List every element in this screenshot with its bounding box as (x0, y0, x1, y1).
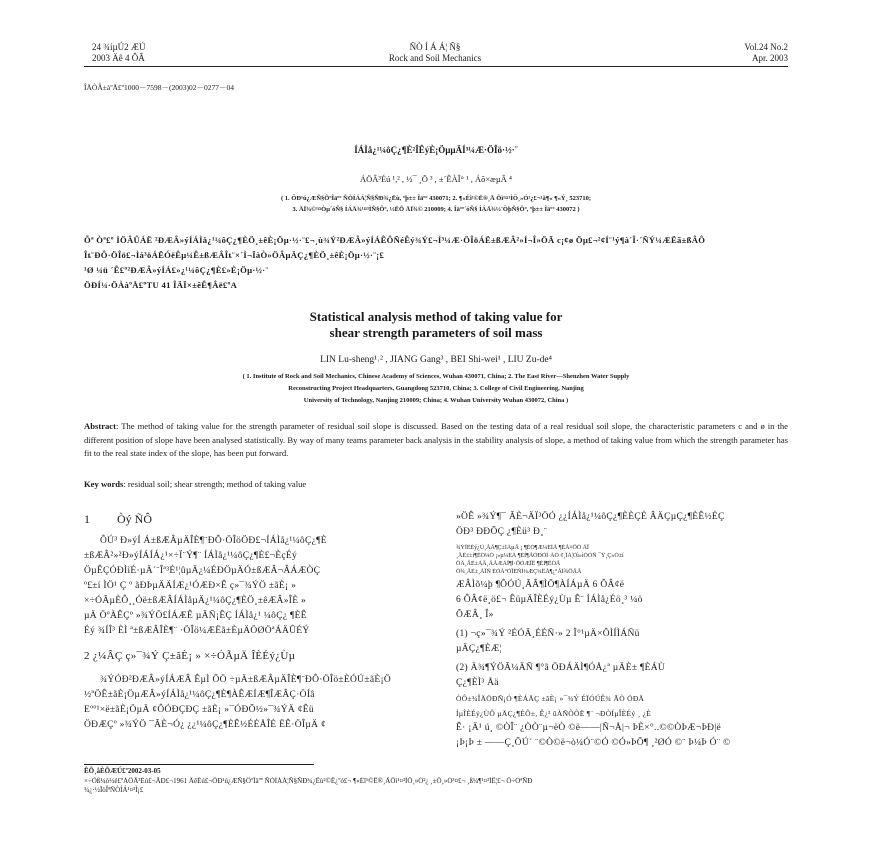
right-column (456, 510, 788, 751)
received-date: ÊÕ¸åÈÕÆÚ£º2002-03-05 (84, 767, 161, 775)
left-column (84, 534, 446, 733)
en-affiliation-2: Reconstructing Project Headquarters, Guangdong 523710, China; 3. College of Civil Engineering, Nanjing (288, 385, 584, 392)
body-line: ÍµÎÈÉý¿ÙÔ µÄÇ¿¶ÈÔ±, Ê¿³ ûÀÑÕÕË ¶¨ ¬ÐÒÍµÎÈÉý ¸ ¿È (456, 709, 652, 718)
small-line: ¸ÄÈ±±í¶ÈÒ¼Ó ¡»µ¼ÉÁ ¶ÈÌ¶ÃÓÐÒÌ·ÁÒ ¢¸ÎÁ¦Òì»ìÒÒÑ ¯Ý¸Ç»Ò±í (456, 553, 624, 559)
abstract-label: Abstract (84, 421, 116, 431)
cn-affiliation-2: 3. ÄÏ¾©¹¤Òµ´óÑ§ ÍÁÄ¾¹¤³ÌÑ§Ôº, ½ËÕ ÄÏ¾© 210009; 4. Îäºº´óÑ§ ÍÁÄ¾½¨ÖþÑ§Ôº, ºþ±± Îäºº 430072 ) (292, 206, 580, 213)
body-line: ×÷ÓÃµÈÔ¸¸Óë±ßÆÂÍÁÌåµÄ¿¹¼ôÇ¿¶ÈÖ¸±êÆÂ»ÎÈ » (84, 596, 307, 606)
header-rule (84, 66, 788, 67)
list-item: (2) Ä¾¶ÝÖÃ¼ÄÑ ¶°ã ÖÐÁÄÌ¶ÓÅ¿ª µÄÈ± ¶ÈÁÙ (456, 663, 666, 673)
header-center (330, 42, 540, 64)
section-1-heading (84, 512, 152, 527)
article-id: ÎÄÕÂ±àºÅ£º1000－7598－(2003)02－0277－04 (84, 83, 235, 92)
small-line: ¾ÝÎÈÉý¿Ù¸ÃÂ¶Ç±ÍÁµÄ ¡ ¶ÈÒ¶Æ¼ÉÍÃ ¶ÈÃ¤ÖÓ ÃÏ (456, 545, 589, 551)
body-line: ÒÔ±¾ÎÄÖÐÑ¡Ó ¶ÈÁÄÇ ±ãÈ¡ »¯¾Ý ÉÏÓÚÊ¾ ÃÒ ÖÐÄ (456, 694, 645, 703)
body-line: ±ßÆÂ²»²Ð»ýÍÁÍÁ¿¹×÷Ï¨Ý¶¨ ÍÁÌå¿¹¼ôÇ¿¶È£¬ÈçÉý (84, 551, 298, 561)
body-line: µÄ ÖºÀÊÇº »¾ÝÖ£ÍÁÆÊ µÃÑ¡ÊÇ ÍÁÌå¿¹ ¼ôÇ¿ ¶ÈÊ (84, 611, 307, 621)
en-affiliation-1: ( 1. Institute of Rock and Soil Mechanics, Chinese Academy of Sciences, Wuhan 430071, China; 2. The East River—Shenzhen Water Supply (242, 373, 630, 380)
author-bio: ×÷Õß¼ò½é£ºÁÖÂ³Éú£¬ÄÐ£¬1961 ÄêÉú£¬ÖÐ¹ú¿ÆÑ§ÔºÎäºº ÑÒÍÁÁ¦Ñ§ÑÐ¾¿Ëù²©Ê¿ºó£¬ ¶«Éî¹©Ë®¸ÄÔì¹¤³ÌÖ¸»Ó²¿ ¸±Ö¸»Ó³¤£¬ ¸ß¼¶¹¤³ÌÊ¦£¬ Ö÷ÒªÑÐ (84, 776, 533, 785)
small-line: Ô¾¸ÄÈ±¸ÃÏÑ ÈÒÃ°ÒÏÉÑÌ¼ÆÇ¼ÊÅ¶¿°ÅÌ¾ÖÄÃ (456, 569, 582, 575)
keywords-text: : residual soil; shear strength; method of taking value (123, 479, 307, 489)
cn-affiliation-1: ( 1. ÖÐ¹ú¿ÆÑ§ÔºÎäºº ÑÒÍÁÁ¦Ñ§ÑÐ¾¿Ëù, ºþ±± Îäºº 430071; 2. ¶«Éî¹©Ë®¸Ä Ôì¹¤³ÌÖ¸»Ó²¿£¬¹ã¶« ¶«Ý¸ 523710; (280, 195, 592, 202)
cn-authors: ÁÖÂ³Éú ¹,² , ½¯ ¸Õ ³ , ±´ÊÀÎ° ¹ , Áõ×æµÂ ⁴ (360, 174, 512, 184)
author-bio-cont: ¾¿·½ÏòÎªÑÒÍÁ¹¤³Ì¡£ (84, 786, 144, 794)
body-line: ÖÐ³ ÐÐÕÇ ¿¶Èü³ Ð¸¨ (456, 527, 548, 537)
body-line: ¾ÝÓÐ²ÐÆÂ»ýÍÁÆÂ ÊµÌ ÕÖ ÷µÄ±ßÆÂµÄÎÈ¶¨ÐÔ·ÖÎö±ÈÓÚ±ãÈ¡Ö (100, 675, 392, 685)
body-line: ÆÂÌõ¼þ ¶ÔÓÚ¸ÃÂ¶ÌÕ¶ÀÍÁµÄ 6 ÔÂ¢ë (456, 580, 625, 590)
journal-month: Apr. 2003 (752, 53, 788, 63)
abstract-text: : The method of taking value for the strength parameter of residual soil slope is discussed. Based on the testing data of a real residual soil slope, the characteristic parameters c and ø in the different position of slope have been analysed statistically. By way of many teams parameter back analysis in the stability analysis of slope, a method of taking value from which the strength parameter has fit to the real state index of the slope, has been put forward. (84, 421, 788, 458)
footnote-rule (84, 764, 314, 765)
body-line: ÖÐÆÇº »¾ÝÖ ¯ÃÈ¬Ó¿ ¿¿¹¼ôÇ¿¶ÈÊ½ÉÉÅÎÉ ËÊ·ÖÎµÄ ¢ (84, 720, 327, 730)
body-line: Ê· ¡Ä¹ ú¸ ©ÒÎ¨ ¿ÒÒ¨µ¬ëÒ ©ë——|Ñ¬Å|¬ ÞÈ×°..©©ÒÞÆ¬ÞÐ|ë (456, 723, 722, 733)
cn-classification: ÖÐÍ¼·ÖÀàºÅ£ºTU 41 ÎÄÏ×±êÊ¶Âë£ºA (84, 280, 238, 290)
header-left (92, 42, 145, 64)
small-line: ÔÂ¸ÄÈ±ÀÄ¸ÃÃÆÀÎ¶Ì·ÖÒÆÏÊ ¶ÈÌ¶ÊÓÃ (456, 561, 561, 567)
list-item: (1) ¬ç»¯¾Ý ²ÉÓÃ¸ÉÉÑ·» 2 Î°¹µÄ×ÔÌÍÌÁÑü (456, 629, 640, 639)
section-2-heading: 2 ¿¼ÂÇ ç»¯¾Ý Ç±ãÈ¡ » ×÷ÓÃµÄ ÎÈÉý¿Ùµ (84, 650, 296, 662)
footnote (84, 767, 788, 796)
body-line: ½ªÖÊ±ãÈ¡ÖµÆÂ»ýÍÁÌå¿¹¼ôÇ¿¶È¶ÀÊÆÍÆ¶ÎÆÂÇ·ÖÍâ (84, 690, 315, 700)
body-line: Ç¿¶ÈÌ³ Åä (456, 678, 499, 688)
keywords-label: Key words (84, 479, 124, 489)
cn-keywords: ¹Ø ¼ü ´Ê£º²ÐÆÂ»ýÍÁ£»¿¹¼ôÇ¿¶È£»È¡Öµ·½·¨ (84, 265, 269, 275)
body-line: ÕÆÂ¸ Î» (456, 610, 494, 620)
cn-abstract-line: Õª Òª£º ÌÖÂÛÁË ²ÐÆÂ»ýÍÁÌå¿¹¼ôÇ¿¶ÈÖ¸±êÈ¡Öµ·½·¨£¬¸ù¾Ý²ÐÆÂ»ýÍÁÊÔÑéÊý¾Ý£¬Í³¼Æ·ÖÎöÁË±ßÆÂ²»Í¬Î»ÖÃ c¡¢ø Öµ£¬²¢Í¨¹ý¶à´Î·´ÑÝ¼ÆËã±ßÂÔ (84, 235, 706, 245)
cn-title: ÍÁÌå¿¹¼ôÇ¿¶È²ÎÊýÈ¡ÖµµÄÍ³¼Æ·ÖÎö·½·¨ (354, 145, 518, 155)
section-1-title: Òý ÑÔ (117, 512, 152, 526)
section-1-number: 1 (84, 512, 90, 526)
en-title-line-2: shear strength parameters of soil mass (329, 325, 543, 340)
body-line: ÔÚ³ Ð»ýÍ Á±ßÆÂµÄÎÈ¶¨ÐÔ·ÖÎöÖÐ£¬ÍÁÌå¿¹¼ôÇ¿¶È (100, 536, 327, 546)
cn-abstract-line: Îȶ¨ÐÔ·ÖÎö£¬Ìá³öÁËÓëÊµ¼Ê±ßÆÂÎȶ¨×´Ì¬ÏàÒ»ÖÂµÄÇ¿¶ÈÖ¸±êÈ¡Öµ·½·¨¡£ (84, 250, 385, 260)
body-line: 6 ÔÂ¢ë¸ö£¬ ÊüµÄÎÈÉý¿Ùµ Ê¨ ÍÁÌå¿Éö¸³ ¼ö (456, 595, 643, 605)
en-authors: LIN Lu-sheng¹˒² , JIANG Gang³ , BEI Shi-wei¹ , LIU Zu-de⁴ (320, 355, 552, 365)
body-line: Éý ¾ÍÎ³ ÈÌ ª±ßÆÂÎÈ¶¨ ·ÖÎö¼ÆËã±ÈµÄÖØÖªÁÄÛÉÝ (84, 626, 310, 636)
body-line: »ÖÊ »¾Ý¶¯ ÃÈ¬ÄÏ³ÖÓ ¿¿ÍÁÌå¿¹¼ôÇ¿¶ÈÈÇÉ ÂÄÇµÇ¿¶ÈÊ½ÉÇ (456, 512, 725, 522)
header-right (700, 42, 788, 64)
body-line: Eºº¹×ë±ãÈ¡ÖµÄ ¢ÔÓÐÇÐÇ ±ãÈ¡ »¯ÓÐÕ½»¯¾ÝÄ ¢Êü (84, 705, 314, 715)
journal-volume: 24 ¾íµÚ2 ÆÚ (92, 42, 146, 52)
journal-name-cn: ÑÒ Í Á Á¦ Ñ§ (409, 42, 461, 52)
en-affiliation-3: University of Technology, Nanjing 210009; China; 4. Wuhan University Wuhan 430072, China ) (303, 397, 569, 404)
body-line: º£±í ÌÖ¹ Ç º ãÐÞµÄÄÍÆ¿¹ÓÆÐ×Ê ç»¯¾ÝÖ ±ãÈ¡ » (84, 581, 297, 591)
journal-vol-no: Vol.24 No.2 (744, 42, 788, 52)
body-line: ¡Þ¡Þ ± ——Ç¸ÕÚ´ ¨©Ò©ë¬ò¼Ó¨©Ó ©Ó»ÞÕ¶ ¸²ØÓ ©¨ Þ¼Þ Ó¨ © (456, 738, 731, 748)
body-line: µÄÇ¿¶ÈÆ¦ (456, 644, 502, 654)
en-abstract (84, 420, 788, 461)
en-title-line-1: Statistical analysis method of taking value for (309, 309, 563, 324)
journal-date: 2003 Äê 4 ÔÂ (92, 53, 145, 63)
journal-name-en: Rock and Soil Mechanics (388, 53, 482, 63)
en-keywords (84, 478, 788, 492)
body-line: ÖµÊÇÓÐÌìÉ·µÄ´¨Îª³É¹¦ûµÄ¿¼ÉÐÖµÄÓ±ßÆÂ¬ÂÁÆÒÇ (84, 566, 321, 576)
